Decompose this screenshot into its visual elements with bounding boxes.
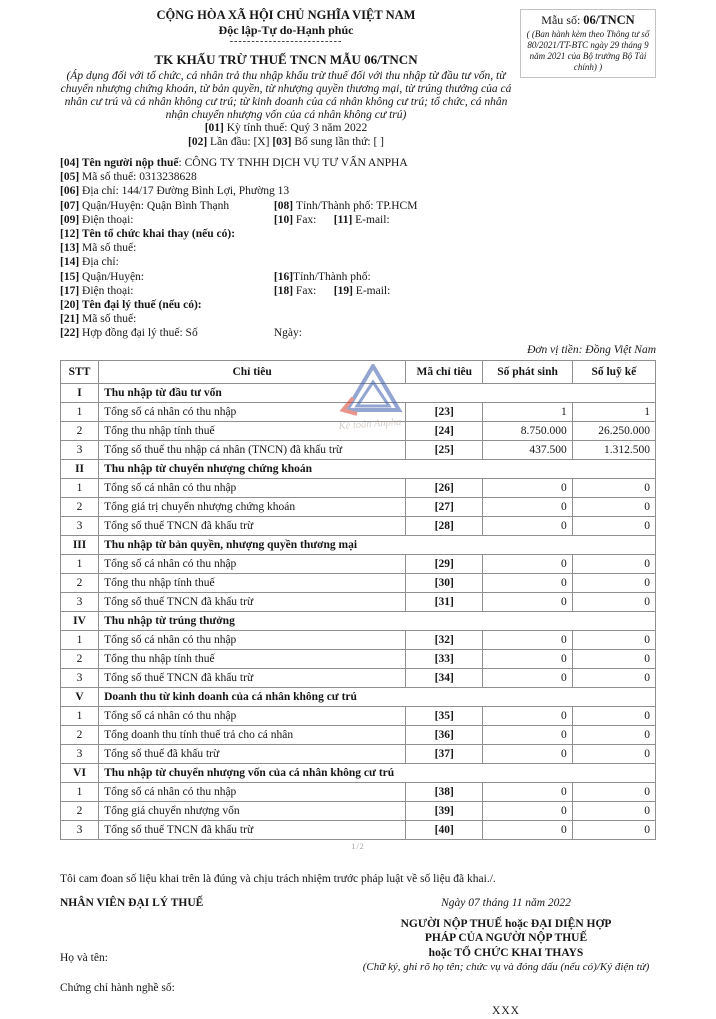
- section-row: [61, 763, 656, 782]
- table-row: [61, 573, 656, 592]
- row-cumulative-value: 0: [572, 516, 655, 535]
- row-number: 1: [61, 782, 99, 801]
- table-row: [61, 440, 656, 459]
- row-cumulative-value: 0: [572, 820, 655, 839]
- row-cumulative-value: 0: [572, 725, 655, 744]
- row-code: [28]: [406, 516, 483, 535]
- row-cumulative-value: 0: [572, 649, 655, 668]
- field-label: Tỉnh/Thành phố:: [293, 270, 371, 283]
- section-title: Thu nhập từ bản quyền, nhượng quyền thương mại: [99, 535, 656, 554]
- row-arising-value: 8.750.000: [483, 421, 572, 440]
- row-number: 1: [61, 402, 99, 421]
- signer-title-line: PHÁP CỦA NGƯỜI NỘP THUẾ: [424, 932, 588, 945]
- row-number: 3: [61, 668, 99, 687]
- taxpayer-info: [60, 156, 656, 341]
- table-row: [61, 744, 656, 763]
- row-cumulative-value: 26.250.000: [572, 421, 655, 440]
- signer-note: (Chữ ký, ghi rõ họ tên; chức vụ và đóng dấu (nếu có)/Ký điện tử): [362, 961, 650, 974]
- field-num: [15]: [60, 270, 83, 283]
- field-num: [10]: [273, 213, 296, 226]
- row-code: [24]: [406, 421, 483, 440]
- column-header: Chỉ tiêu: [99, 360, 406, 383]
- row-number: 2: [61, 421, 99, 440]
- column-header: STT: [61, 360, 99, 383]
- field-row-21: [60, 312, 656, 326]
- row-cumulative-value: 1.312.500: [572, 440, 655, 459]
- row-code: [35]: [406, 706, 483, 725]
- table-row: [61, 801, 656, 820]
- row-code: [30]: [406, 573, 483, 592]
- row-label: Tổng thu nhập tính thuế: [99, 421, 406, 440]
- signer-title: [356, 917, 656, 961]
- table-row: [61, 478, 656, 497]
- row-label: Tổng số cá nhân có thu nhập: [99, 706, 406, 725]
- row-label: Tổng số thuế TNCN đã khấu trừ: [99, 516, 406, 535]
- field-label: Mã số thuế:: [82, 242, 137, 255]
- agent-name-label: Họ và tên:: [60, 951, 108, 964]
- row-label: Tổng giá chuyển nhượng vốn: [99, 801, 406, 820]
- form-number-label: Mẫu số:: [541, 13, 584, 27]
- section-title: Doanh thu từ kinh doanh của cá nhân không cư trú: [99, 687, 656, 706]
- row-cumulative-value: 0: [572, 554, 655, 573]
- taxpayer-signature-block: [356, 896, 656, 1019]
- field-row-12: [60, 227, 656, 241]
- column-header: Số luỹ kế: [572, 360, 655, 383]
- row-code: [37]: [406, 744, 483, 763]
- column-header: Mã chỉ tiêu: [406, 360, 483, 383]
- first-time-text: Lần đầu: [X]: [210, 135, 273, 148]
- table-row: [61, 497, 656, 516]
- header-row: [61, 360, 656, 383]
- table-row: [61, 592, 656, 611]
- summary-table: [60, 360, 656, 840]
- row-number: 3: [61, 440, 99, 459]
- row-arising-value: 0: [483, 516, 572, 535]
- field-label: Tỉnh/Thành phố:: [295, 199, 377, 212]
- row-cumulative-value: 0: [572, 744, 655, 763]
- row-cumulative-value: 0: [572, 573, 655, 592]
- row-number: 3: [61, 516, 99, 535]
- field-num: [17]: [60, 284, 83, 297]
- field-row-20: [60, 298, 656, 312]
- row-code: [26]: [406, 478, 483, 497]
- field-label: Địa chỉ:: [82, 185, 122, 198]
- field-num: [04]: [60, 157, 82, 169]
- field-num: [07]: [60, 199, 83, 212]
- row-number: 2: [61, 725, 99, 744]
- row-arising-value: 0: [483, 478, 572, 497]
- section-row: [61, 611, 656, 630]
- row-number: 1: [61, 478, 99, 497]
- table-row: [61, 421, 656, 440]
- field-num: [21]: [60, 313, 83, 326]
- table-row: [61, 725, 656, 744]
- section-title: Thu nhập từ chuyển nhượng vốn của cá nhân không cư trú: [99, 763, 656, 782]
- signature-area: [60, 896, 656, 1019]
- row-arising-value: 0: [483, 592, 572, 611]
- row-code: [39]: [406, 801, 483, 820]
- field-num: [18]: [273, 284, 296, 297]
- row-number: 2: [61, 649, 99, 668]
- field-row-04: [60, 156, 656, 170]
- row-code: [29]: [406, 554, 483, 573]
- section-row: [61, 687, 656, 706]
- table-row: [61, 516, 656, 535]
- row-arising-value: 0: [483, 573, 572, 592]
- field-num: [02]: [188, 135, 211, 148]
- field-num: [01]: [204, 122, 227, 134]
- field-label: Quận/Huyện:: [82, 199, 147, 212]
- row-label: Tổng thu nhập tính thuế: [99, 573, 406, 592]
- field-label: Mã số thuế:: [82, 313, 137, 326]
- table-wrap: [60, 360, 656, 852]
- row-cumulative-value: 0: [572, 630, 655, 649]
- row-arising-value: 0: [483, 782, 572, 801]
- field-label: Hợp đồng đại lý thuế: Số: [82, 327, 198, 340]
- address: 144/17 Đường Bình Lợi, Phường 13: [121, 185, 290, 198]
- field-row-06: [60, 184, 656, 198]
- section-roman: IV: [61, 611, 99, 630]
- row-arising-value: 0: [483, 801, 572, 820]
- field-label: Tên tổ chức khai thay (nếu có):: [81, 228, 236, 241]
- district: Quận Bình Thạnh: [146, 199, 230, 212]
- section-title: Thu nhập từ đầu tư vốn: [99, 383, 656, 402]
- row-arising-value: 0: [483, 820, 572, 839]
- page-indicator: 1/2: [351, 840, 365, 851]
- signer-title-line: NGƯỜI NỘP THUẾ hoặc ĐẠI DIỆN HỢP: [400, 917, 612, 930]
- agent-title: NHÂN VIÊN ĐẠI LÝ THUẾ: [60, 896, 204, 909]
- row-cumulative-value: 0: [572, 801, 655, 820]
- field-label: Fax:: [295, 213, 317, 226]
- row-label: Tổng giá trị chuyển nhượng chứng khoán: [99, 497, 406, 516]
- section-row: [61, 535, 656, 554]
- table-head: [61, 360, 656, 383]
- signer-title-line: hoặc TỔ CHỨC KHAI THAYS: [428, 946, 584, 959]
- row-label: Tổng số cá nhân có thu nhập: [99, 554, 406, 573]
- first-time-line: [60, 136, 512, 150]
- field-num: [22]: [60, 327, 83, 340]
- row-label: Tổng số thuế TNCN đã khấu trừ: [99, 668, 406, 687]
- field-row-17-19: [60, 284, 656, 298]
- row-code: [31]: [406, 592, 483, 611]
- row-arising-value: 0: [483, 744, 572, 763]
- form-number-code: 06/TNCN: [583, 13, 635, 27]
- declaration-text: Tôi cam đoan số liệu khai trên là đúng và chịu trách nhiệm trước pháp luật về số liệu đã khai./.: [60, 872, 496, 885]
- field-row-22: [60, 326, 656, 340]
- field-row-13: [60, 241, 656, 255]
- field-colon: :: [178, 157, 185, 169]
- section-row: [61, 383, 656, 402]
- row-arising-value: 0: [483, 725, 572, 744]
- field-label: Tên người nộp thuế: [81, 157, 179, 169]
- field-label: Mã số thuế:: [82, 171, 140, 184]
- row-code: [34]: [406, 668, 483, 687]
- row-label: Tổng thu nhập tính thuế: [99, 649, 406, 668]
- row-number: 2: [61, 497, 99, 516]
- row-code: [38]: [406, 782, 483, 801]
- tax-period-text: Kỳ tính thuế: Quý 3 năm 2022: [226, 122, 368, 134]
- row-cumulative-value: 0: [572, 478, 655, 497]
- field-num: [09]: [60, 213, 83, 226]
- row-number: 1: [61, 554, 99, 573]
- row-label: Tổng doanh thu tính thuế trả cho cá nhân: [99, 725, 406, 744]
- field-row-14: [60, 255, 656, 269]
- row-code: [40]: [406, 820, 483, 839]
- row-code: [32]: [406, 630, 483, 649]
- section-roman: II: [61, 459, 99, 478]
- row-arising-value: 0: [483, 649, 572, 668]
- section-title: Thu nhập từ trúng thưởng: [99, 611, 656, 630]
- section-roman: VI: [61, 763, 99, 782]
- form-number-note: ( (Ban hành kèm theo Thông tư số 80/2021/TT-BTC ngày 29 tháng 9 năm 2021 của Bộ trưởng Bộ Tài chính) ): [526, 29, 650, 72]
- table-row: [61, 820, 656, 839]
- field-num: [16]: [273, 270, 294, 283]
- row-number: 2: [61, 573, 99, 592]
- field-label: Điện thoại:: [82, 213, 134, 226]
- form-title: TK KHẤU TRỪ THUẾ TNCN MẪU 06/TNCN: [154, 52, 418, 67]
- field-num: [19]: [333, 284, 356, 297]
- field-num: [13]: [60, 242, 83, 255]
- row-cumulative-value: 0: [572, 592, 655, 611]
- row-code: [23]: [406, 402, 483, 421]
- motto: Độc lập-Tự do-Hạnh phúc: [218, 23, 354, 37]
- table-row: [61, 554, 656, 573]
- row-number: 3: [61, 592, 99, 611]
- currency-note: Đơn vị tiền: Đồng Việt Nam: [527, 343, 656, 356]
- row-label: Tổng số cá nhân có thu nhập: [99, 782, 406, 801]
- tax-period-line: [60, 122, 512, 136]
- signature-date: Ngày 07 tháng 11 năm 2022: [441, 896, 571, 909]
- form-number-box: [520, 9, 656, 78]
- table-row: [61, 649, 656, 668]
- field-row-15-16: [60, 270, 656, 284]
- row-cumulative-value: 1: [572, 402, 655, 421]
- table-body: [61, 383, 656, 839]
- field-num: [14]: [60, 256, 83, 269]
- row-label: Tổng số thuế TNCN đã khấu trừ: [99, 592, 406, 611]
- field-label: Ngày:: [273, 327, 302, 340]
- supplement-text: Bổ sung lần thứ: [ ]: [294, 135, 384, 148]
- agent-signature-block: [60, 896, 356, 1019]
- agent-cert-label: Chứng chỉ hành nghề số:: [60, 981, 175, 994]
- national-title: CỘNG HÒA XÃ HỘI CHỦ NGHĨA VIỆT NAM: [156, 8, 416, 22]
- row-number: 3: [61, 744, 99, 763]
- row-code: [36]: [406, 725, 483, 744]
- field-num: [06]: [60, 185, 83, 198]
- row-cumulative-value: 0: [572, 497, 655, 516]
- column-header: Số phát sinh: [483, 360, 572, 383]
- field-row-09-11: [60, 213, 656, 227]
- tax-code: 0313238628: [139, 171, 197, 184]
- signature-mark: XXX: [492, 1005, 520, 1018]
- field-label: E-mail:: [355, 284, 391, 297]
- row-arising-value: 437.500: [483, 440, 572, 459]
- row-code: [27]: [406, 497, 483, 516]
- field-num: [08]: [273, 199, 296, 212]
- row-arising-value: 1: [483, 402, 572, 421]
- table-row: [61, 630, 656, 649]
- field-row-05: [60, 170, 656, 184]
- row-code: [25]: [406, 440, 483, 459]
- field-label: E-mail:: [355, 213, 390, 226]
- row-label: Tổng số thuế TNCN đã khấu trừ: [99, 820, 406, 839]
- table-row: [61, 782, 656, 801]
- row-arising-value: 0: [483, 706, 572, 725]
- form-number-title: [526, 13, 650, 28]
- row-arising-value: 0: [483, 497, 572, 516]
- field-label: Địa chỉ:: [82, 256, 119, 269]
- field-num: [20]: [60, 299, 82, 312]
- field-num: [05]: [60, 171, 83, 184]
- row-label: Tổng số cá nhân có thu nhập: [99, 478, 406, 497]
- table-row: [61, 402, 656, 421]
- section-roman: V: [61, 687, 99, 706]
- row-number: 1: [61, 630, 99, 649]
- section-roman: I: [61, 383, 99, 402]
- header-center: [60, 8, 512, 149]
- motto-divider: --------------------------: [229, 36, 343, 47]
- row-number: 1: [61, 706, 99, 725]
- field-row-07-08: [60, 199, 656, 213]
- form-subtitle: (Áp dụng đối với tổ chức, cá nhân trả thu nhập khấu trừ thuế đối với thu nhập từ đầu tư vốn, từ chuyển nhượng chứng khoán, từ bản quyền, từ nhượng quyền thương mại, từ trúng thưởng của cá nhân cư trú và cá nhân không cư trú; từ kinh doanh của cá nhân không cư trú; tổ chức, cá nhân nhận chuyển nhượng vốn của cá nhân không cư trú): [60, 70, 512, 121]
- row-label: Tổng số thuế thu nhập cá nhân (TNCN) đã khấu trừ: [99, 440, 406, 459]
- row-number: 3: [61, 820, 99, 839]
- field-num: [03]: [272, 135, 295, 148]
- field-label: Tên đại lý thuế (nếu có):: [81, 299, 202, 312]
- table-row: [61, 668, 656, 687]
- row-label: Tổng số cá nhân có thu nhập: [99, 630, 406, 649]
- row-arising-value: 0: [483, 630, 572, 649]
- row-cumulative-value: 0: [572, 668, 655, 687]
- field-num: [12]: [60, 228, 82, 241]
- row-arising-value: 0: [483, 668, 572, 687]
- row-number: 2: [61, 801, 99, 820]
- row-label: Tổng số thuế đã khấu trừ: [99, 744, 406, 763]
- field-label: Điện thoại:: [82, 284, 134, 297]
- watermark-text: Kế toán Anpha: [338, 416, 402, 432]
- field-num: [11]: [333, 213, 356, 226]
- row-cumulative-value: 0: [572, 706, 655, 725]
- row-label: Tổng số cá nhân có thu nhập: [99, 402, 406, 421]
- table-row: [61, 706, 656, 725]
- province: TP.HCM: [376, 199, 418, 212]
- field-label: Quận/Huyện:: [82, 270, 145, 283]
- field-label: Fax:: [295, 284, 317, 297]
- row-code: [33]: [406, 649, 483, 668]
- section-title: Thu nhập từ chuyển nhượng chứng khoán: [99, 459, 656, 478]
- row-arising-value: 0: [483, 554, 572, 573]
- section-row: [61, 459, 656, 478]
- section-roman: III: [61, 535, 99, 554]
- taxpayer-name: CÔNG TY TNHH DỊCH VỤ TƯ VẤN ANPHA: [184, 157, 408, 169]
- form-header: [60, 8, 656, 149]
- row-cumulative-value: 0: [572, 782, 655, 801]
